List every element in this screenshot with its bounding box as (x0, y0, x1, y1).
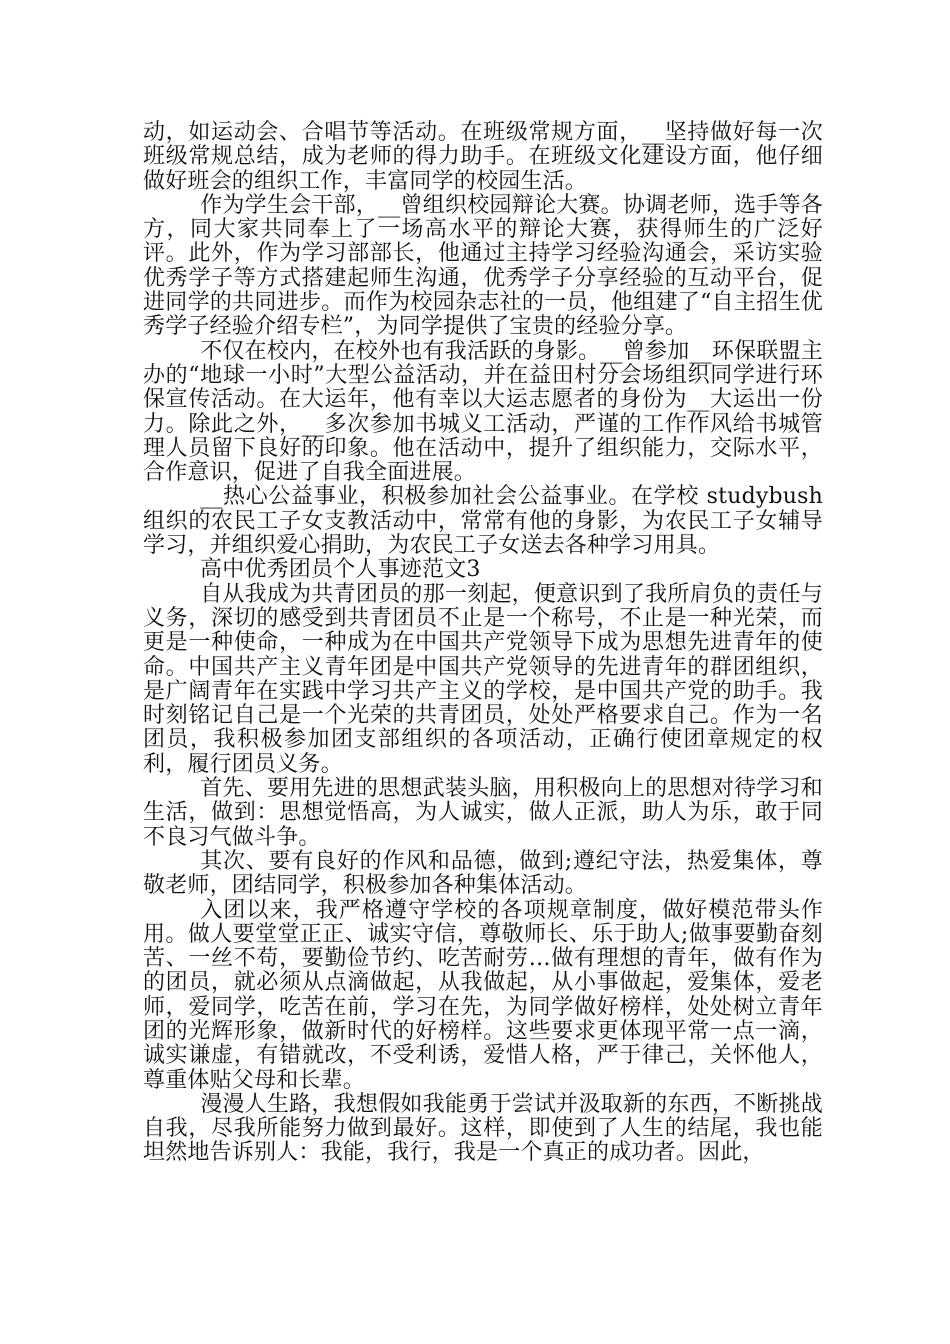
document-body (143, 121, 823, 1166)
paragraph-first: 首先、要用先进的思想武装头脑，用积极向上的思想对待学习和生活，做到：思想觉悟高，为人诚实，做人正派，助人为乐，敢于同不良习气做斗争。 (143, 776, 823, 850)
paragraph-since-joining: 入团以来，我严格遵守学校的各项规章制度，做好模范带头作用。做人要堂堂正正、诚实守信，尊敬师长、乐于助人;做事要勤奋刻苦、一丝不苟，要勤俭节约、吃苦耐劳…做有理想的青年，做有作为的团员，就必须从点滴做起，从我做起，从小事做起，爱集体，爱老师，爱同学，吃苦在前，学习在先，为同学做好榜样，处处树立青年团的光辉形象，做新时代的好榜样。这些要求更体现平常一点一滴，诚实谦虚，有错就改，不受利诱，爱惜人格，严于律己，关怀他人，尊重体贴父母和长辈。 (143, 897, 823, 1093)
paragraph-student-union: 作为学生会干部，__曾组织校园辩论大赛。协调老师，选手等各方，同大家共同奉上了一场高水平的辩论大赛，获得师生的广泛好评。此外，作为学习部部长，他通过主持学习经验沟通会，采访实验优秀学子等方式搭建起师生沟通，优秀学子分享经验的互动平台，促进同学的共同进步。而作为校园杂志社的一员，他组建了“自主招生优秀学子经验介绍专栏”，为同学提供了宝贵的经验分享。 (143, 192, 823, 340)
paragraph-off-campus: 不仅在校内，在校外也有我活跃的身影。__曾参加__环保联盟主办的“地球一小时”大型公益活动，并在益田村分会场组织同学进行环保宣传活动。在大运年，他有幸以大运志愿者的身份为__大运出一份力。除此之外，__多次参加书城义工活动，严谨的工作作风给书城管理人员留下良好的印象。他在活动中，提升了组织能力，交际水平，合作意识，促进了自我全面进展。 (143, 338, 823, 486)
paragraph-public-welfare: __热心公益事业，积极参加社会公益事业。在学校 studybush 组织的农民工子女支教活动中，常常有他的身影，为农民工子女辅导学习，并组织爱心捐助，为农民工子女送去各种学习用具。 (143, 484, 823, 559)
paragraph-class-activities: 动，如运动会、合唱节等活动。在班级常规方面，__坚持做好每一次班级常规总结，成为老师的得力助手。在班级文化建设方面，他仔细做好班会的组织工作，丰富同学的校园生活。 (143, 120, 823, 194)
section-heading: 高中优秀团员个人事迹范文3 (200, 557, 481, 583)
paragraph-life-road: 漫漫人生路，我想假如我能勇于尝试并汲取新的东西，不断挑战自我，尽我所能努力做到最好。这样，即使到了人生的结尾，我也能坦然地告诉别人：我能，我行，我是一个真正的成功者。因此， (143, 1091, 823, 1166)
paragraph-league-member: 自从我成为共青团员的那一刻起，便意识到了我所肩负的责任与义务，深切的感受到共青团员不止是一个称号，不止是一种光荣，而更是一种使命，一种成为在中国共产党领导下成为思想先进青年的使命。中国共产主义青年团是中国共产党领导的先进青年的群团组织，是广阔青年在实践中学习共产主义的学校，是中国共产党的助手。我时刻铭记自己是一个光荣的共青团员，处处严格要求自己。作为一名团员，我积极参加团支部组织的各项活动，正确行使团章规定的权利，履行团员义务。 (143, 581, 823, 777)
paragraph-second: 其次、要有良好的作风和品德，做到;遵纪守法，热爱集体，尊敬老师，团结同学，积极参加各种集体活动。 (143, 848, 823, 899)
